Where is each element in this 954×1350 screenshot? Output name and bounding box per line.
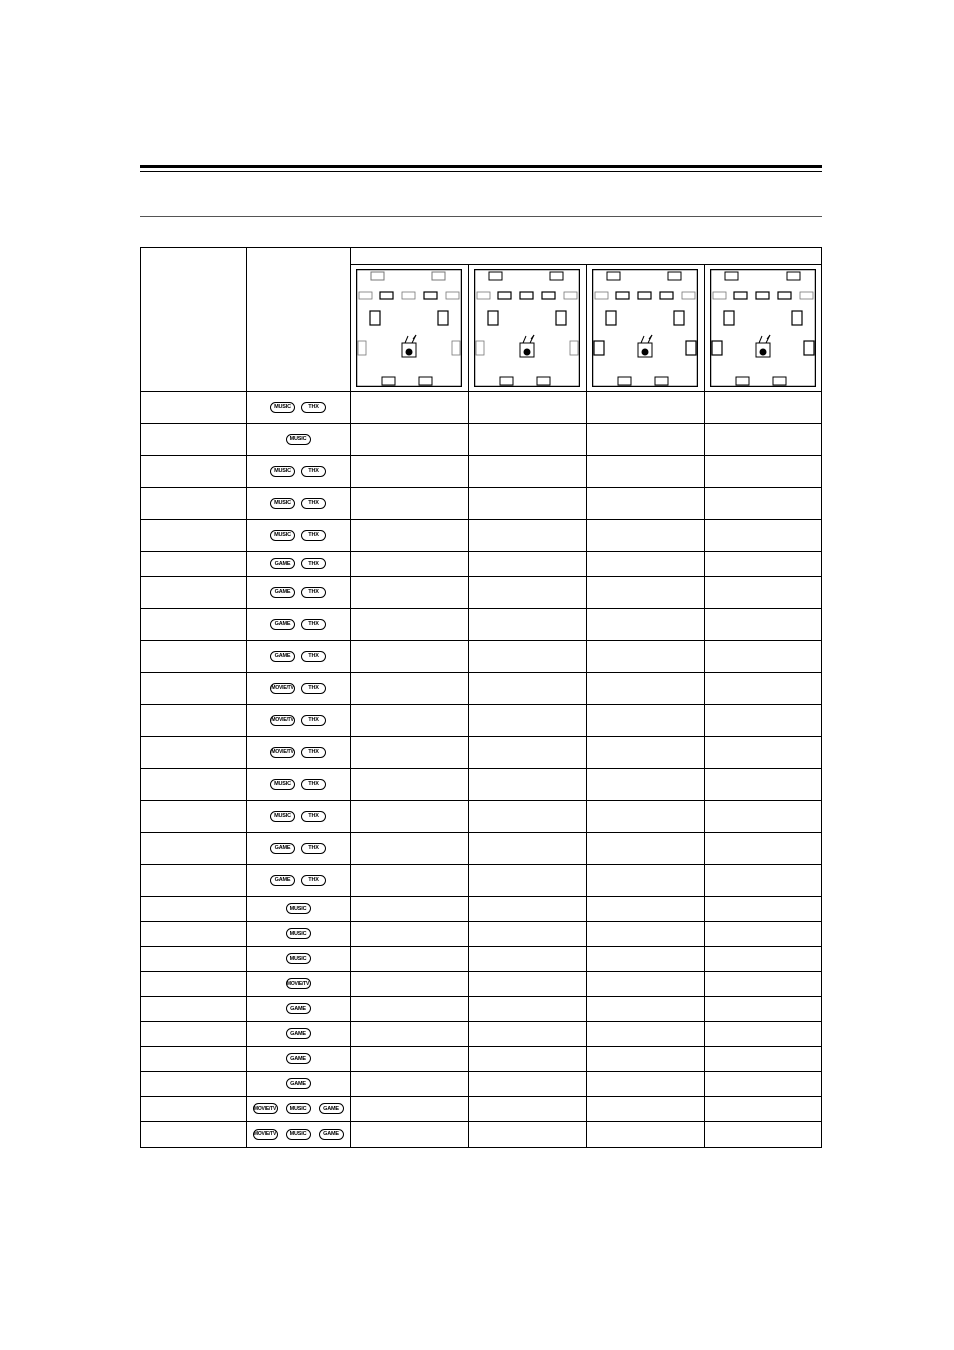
table-cell: [704, 832, 821, 864]
table-cell: [586, 672, 704, 704]
table-cell: [704, 391, 821, 423]
table-cell: [586, 551, 704, 576]
game-button-icon: GAME: [270, 651, 295, 662]
table-cell: [586, 455, 704, 487]
button-cell: [246, 896, 350, 921]
table-cell: [704, 996, 821, 1021]
button-cell: [246, 1046, 350, 1071]
table-cell: [350, 576, 468, 608]
game-button-icon: GAME: [286, 1003, 311, 1014]
music-button-icon: MUSIC: [286, 1103, 311, 1114]
table-cell: [704, 800, 821, 832]
button-cell: [246, 921, 350, 946]
table-cell: [586, 640, 704, 672]
thx-button-icon: THX: [301, 683, 326, 694]
header-subdivider: [350, 264, 821, 265]
music-button-icon: MUSIC: [286, 903, 311, 914]
table-cell: [704, 551, 821, 576]
table-cell: [350, 551, 468, 576]
table-cell: [468, 487, 586, 519]
table-cell: [468, 672, 586, 704]
thx-button-icon: THX: [301, 619, 326, 630]
table-cell: [350, 921, 468, 946]
table-cell: [468, 800, 586, 832]
table-cell: [350, 672, 468, 704]
table-cell: [586, 423, 704, 455]
table-cell: [704, 1021, 821, 1046]
table-cell: [586, 864, 704, 896]
button-cell: [246, 736, 350, 768]
table-cell: [586, 1021, 704, 1046]
table-cell: [350, 1121, 468, 1147]
table-cell: [468, 946, 586, 971]
table-cell: [704, 768, 821, 800]
button-cell: [246, 800, 350, 832]
table-cell: [704, 519, 821, 551]
button-cell: [246, 391, 350, 423]
table-cell: [468, 736, 586, 768]
table-cell: [350, 971, 468, 996]
speaker-layout-7-1-d-icon: [710, 269, 816, 386]
table-cell: [586, 896, 704, 921]
music-button-icon: MUSIC: [286, 928, 311, 939]
thx-button-icon: THX: [301, 715, 326, 726]
movie-button-icon: MOVIE/TV: [253, 1129, 278, 1140]
thx-button-icon: THX: [301, 843, 326, 854]
button-cell: [246, 640, 350, 672]
table-cell: [350, 487, 468, 519]
button-cell: [246, 1071, 350, 1096]
table-cell: [350, 800, 468, 832]
music-button-icon: MUSIC: [270, 498, 295, 509]
table-cell: [704, 608, 821, 640]
table-cell: [350, 1096, 468, 1121]
table-cell: [586, 800, 704, 832]
music-button-icon: MUSIC: [286, 434, 311, 445]
game-button-icon: GAME: [286, 1078, 311, 1089]
table-cell: [704, 576, 821, 608]
table-cell: [350, 946, 468, 971]
table-cell: [704, 423, 821, 455]
table-cell: [704, 921, 821, 946]
thx-button-icon: THX: [301, 875, 326, 886]
button-cell: [246, 996, 350, 1021]
button-cell: [246, 576, 350, 608]
table-cell: [468, 832, 586, 864]
header-rule-thin: [140, 171, 822, 172]
speaker-diagram: [592, 269, 698, 387]
table-cell: [350, 736, 468, 768]
table-cell: [350, 832, 468, 864]
game-button-icon: GAME: [319, 1129, 344, 1140]
button-cell: [246, 1121, 350, 1147]
thx-button-icon: THX: [301, 747, 326, 758]
game-button-icon: GAME: [286, 1028, 311, 1039]
table-cell: [468, 1021, 586, 1046]
button-cell: [246, 971, 350, 996]
table-cell: [586, 576, 704, 608]
listening-mode-table: [140, 247, 822, 1148]
table-cell: [468, 608, 586, 640]
button-cell: [246, 455, 350, 487]
table-cell: [350, 704, 468, 736]
table-cell: [704, 704, 821, 736]
table-cell: [704, 1121, 821, 1147]
game-button-icon: GAME: [270, 843, 295, 854]
game-button-icon: GAME: [286, 1053, 311, 1064]
button-cell: [246, 832, 350, 864]
table-cell: [586, 1121, 704, 1147]
table-cell: [468, 1121, 586, 1147]
table-cell: [350, 391, 468, 423]
table-cell: [350, 608, 468, 640]
music-button-icon: MUSIC: [286, 953, 311, 964]
section-rule: [140, 216, 822, 217]
thx-button-icon: THX: [301, 811, 326, 822]
table-cell: [704, 640, 821, 672]
table-cell: [704, 864, 821, 896]
button-cell: [246, 519, 350, 551]
movie-button-icon: MOVIE/TV: [270, 683, 295, 694]
button-cell: [246, 1096, 350, 1121]
table-cell: [586, 1071, 704, 1096]
button-cell: [246, 768, 350, 800]
game-button-icon: GAME: [270, 619, 295, 630]
table-cell: [586, 996, 704, 1021]
thx-button-icon: THX: [301, 587, 326, 598]
table-cell: [586, 704, 704, 736]
table-cell: [586, 946, 704, 971]
table-cell: [704, 946, 821, 971]
game-button-icon: GAME: [270, 587, 295, 598]
table-cell: [468, 1071, 586, 1096]
table-cell: [704, 455, 821, 487]
music-button-icon: MUSIC: [270, 811, 295, 822]
table-cell: [586, 921, 704, 946]
thx-button-icon: THX: [301, 530, 326, 541]
speaker-diagram: [710, 269, 816, 387]
music-button-icon: MUSIC: [270, 402, 295, 413]
table-cell: [704, 1071, 821, 1096]
thx-button-icon: THX: [301, 651, 326, 662]
table-cell: [468, 391, 586, 423]
table-cell: [468, 1096, 586, 1121]
table-cell: [350, 519, 468, 551]
table-cell: [704, 672, 821, 704]
button-cell: [246, 1021, 350, 1046]
table-cell: [468, 455, 586, 487]
table-cell: [468, 704, 586, 736]
thx-button-icon: THX: [301, 498, 326, 509]
speaker-layout-7-1-c-icon: [592, 269, 698, 386]
table-cell: [468, 971, 586, 996]
thx-button-icon: THX: [301, 466, 326, 477]
table-cell: [468, 896, 586, 921]
movie-button-icon: MOVIE/TV: [270, 747, 295, 758]
game-button-icon: GAME: [270, 558, 295, 569]
table-cell: [468, 576, 586, 608]
button-cell: [246, 672, 350, 704]
movie-button-icon: MOVIE/TV: [270, 715, 295, 726]
table-cell: [350, 864, 468, 896]
button-cell: [246, 551, 350, 576]
table-cell: [350, 896, 468, 921]
header-rule-thick: [140, 165, 822, 168]
table-cell: [350, 768, 468, 800]
table-cell: [586, 832, 704, 864]
game-button-icon: GAME: [319, 1103, 344, 1114]
table-cell: [350, 996, 468, 1021]
table-cell: [586, 971, 704, 996]
music-button-icon: MUSIC: [270, 530, 295, 541]
table-cell: [468, 551, 586, 576]
button-cell: [246, 423, 350, 455]
table-cell: [704, 971, 821, 996]
table-cell: [350, 640, 468, 672]
music-button-icon: MUSIC: [270, 466, 295, 477]
button-cell: [246, 704, 350, 736]
button-cell: [246, 487, 350, 519]
button-cell: [246, 946, 350, 971]
table-cell: [586, 736, 704, 768]
speaker-diagram: [356, 269, 462, 387]
table-cell: [704, 896, 821, 921]
thx-button-icon: THX: [301, 402, 326, 413]
table-cell: [468, 423, 586, 455]
table-cell: [468, 921, 586, 946]
game-button-icon: GAME: [270, 875, 295, 886]
table-cell: [468, 768, 586, 800]
thx-button-icon: THX: [301, 779, 326, 790]
table-cell: [468, 519, 586, 551]
table-cell: [350, 1071, 468, 1096]
button-cell: [246, 608, 350, 640]
thx-button-icon: THX: [301, 558, 326, 569]
table-cell: [586, 391, 704, 423]
table-cell: [704, 1046, 821, 1071]
table-cell: [350, 1046, 468, 1071]
movie-button-icon: MOVIE/TV: [253, 1103, 278, 1114]
table-cell: [468, 996, 586, 1021]
music-button-icon: MUSIC: [286, 1129, 311, 1140]
button-cell: [246, 864, 350, 896]
speaker-layout-7-1-a-icon: [356, 269, 462, 386]
movie-button-icon: MOVIE/TV: [286, 978, 311, 989]
table-cell: [586, 487, 704, 519]
table-cell: [468, 1046, 586, 1071]
table-cell: [586, 1096, 704, 1121]
table-cell: [468, 640, 586, 672]
table-cell: [350, 1021, 468, 1046]
table-cell: [704, 487, 821, 519]
table-cell: [586, 519, 704, 551]
table-cell: [586, 768, 704, 800]
table-cell: [704, 736, 821, 768]
table-cell: [704, 1096, 821, 1121]
speaker-diagram: [474, 269, 580, 387]
table-cell: [350, 455, 468, 487]
table-cell: [468, 864, 586, 896]
table-cell: [586, 608, 704, 640]
table-cell: [350, 423, 468, 455]
table-cell: [586, 1046, 704, 1071]
music-button-icon: MUSIC: [270, 779, 295, 790]
speaker-layout-7-1-b-icon: [474, 269, 580, 386]
